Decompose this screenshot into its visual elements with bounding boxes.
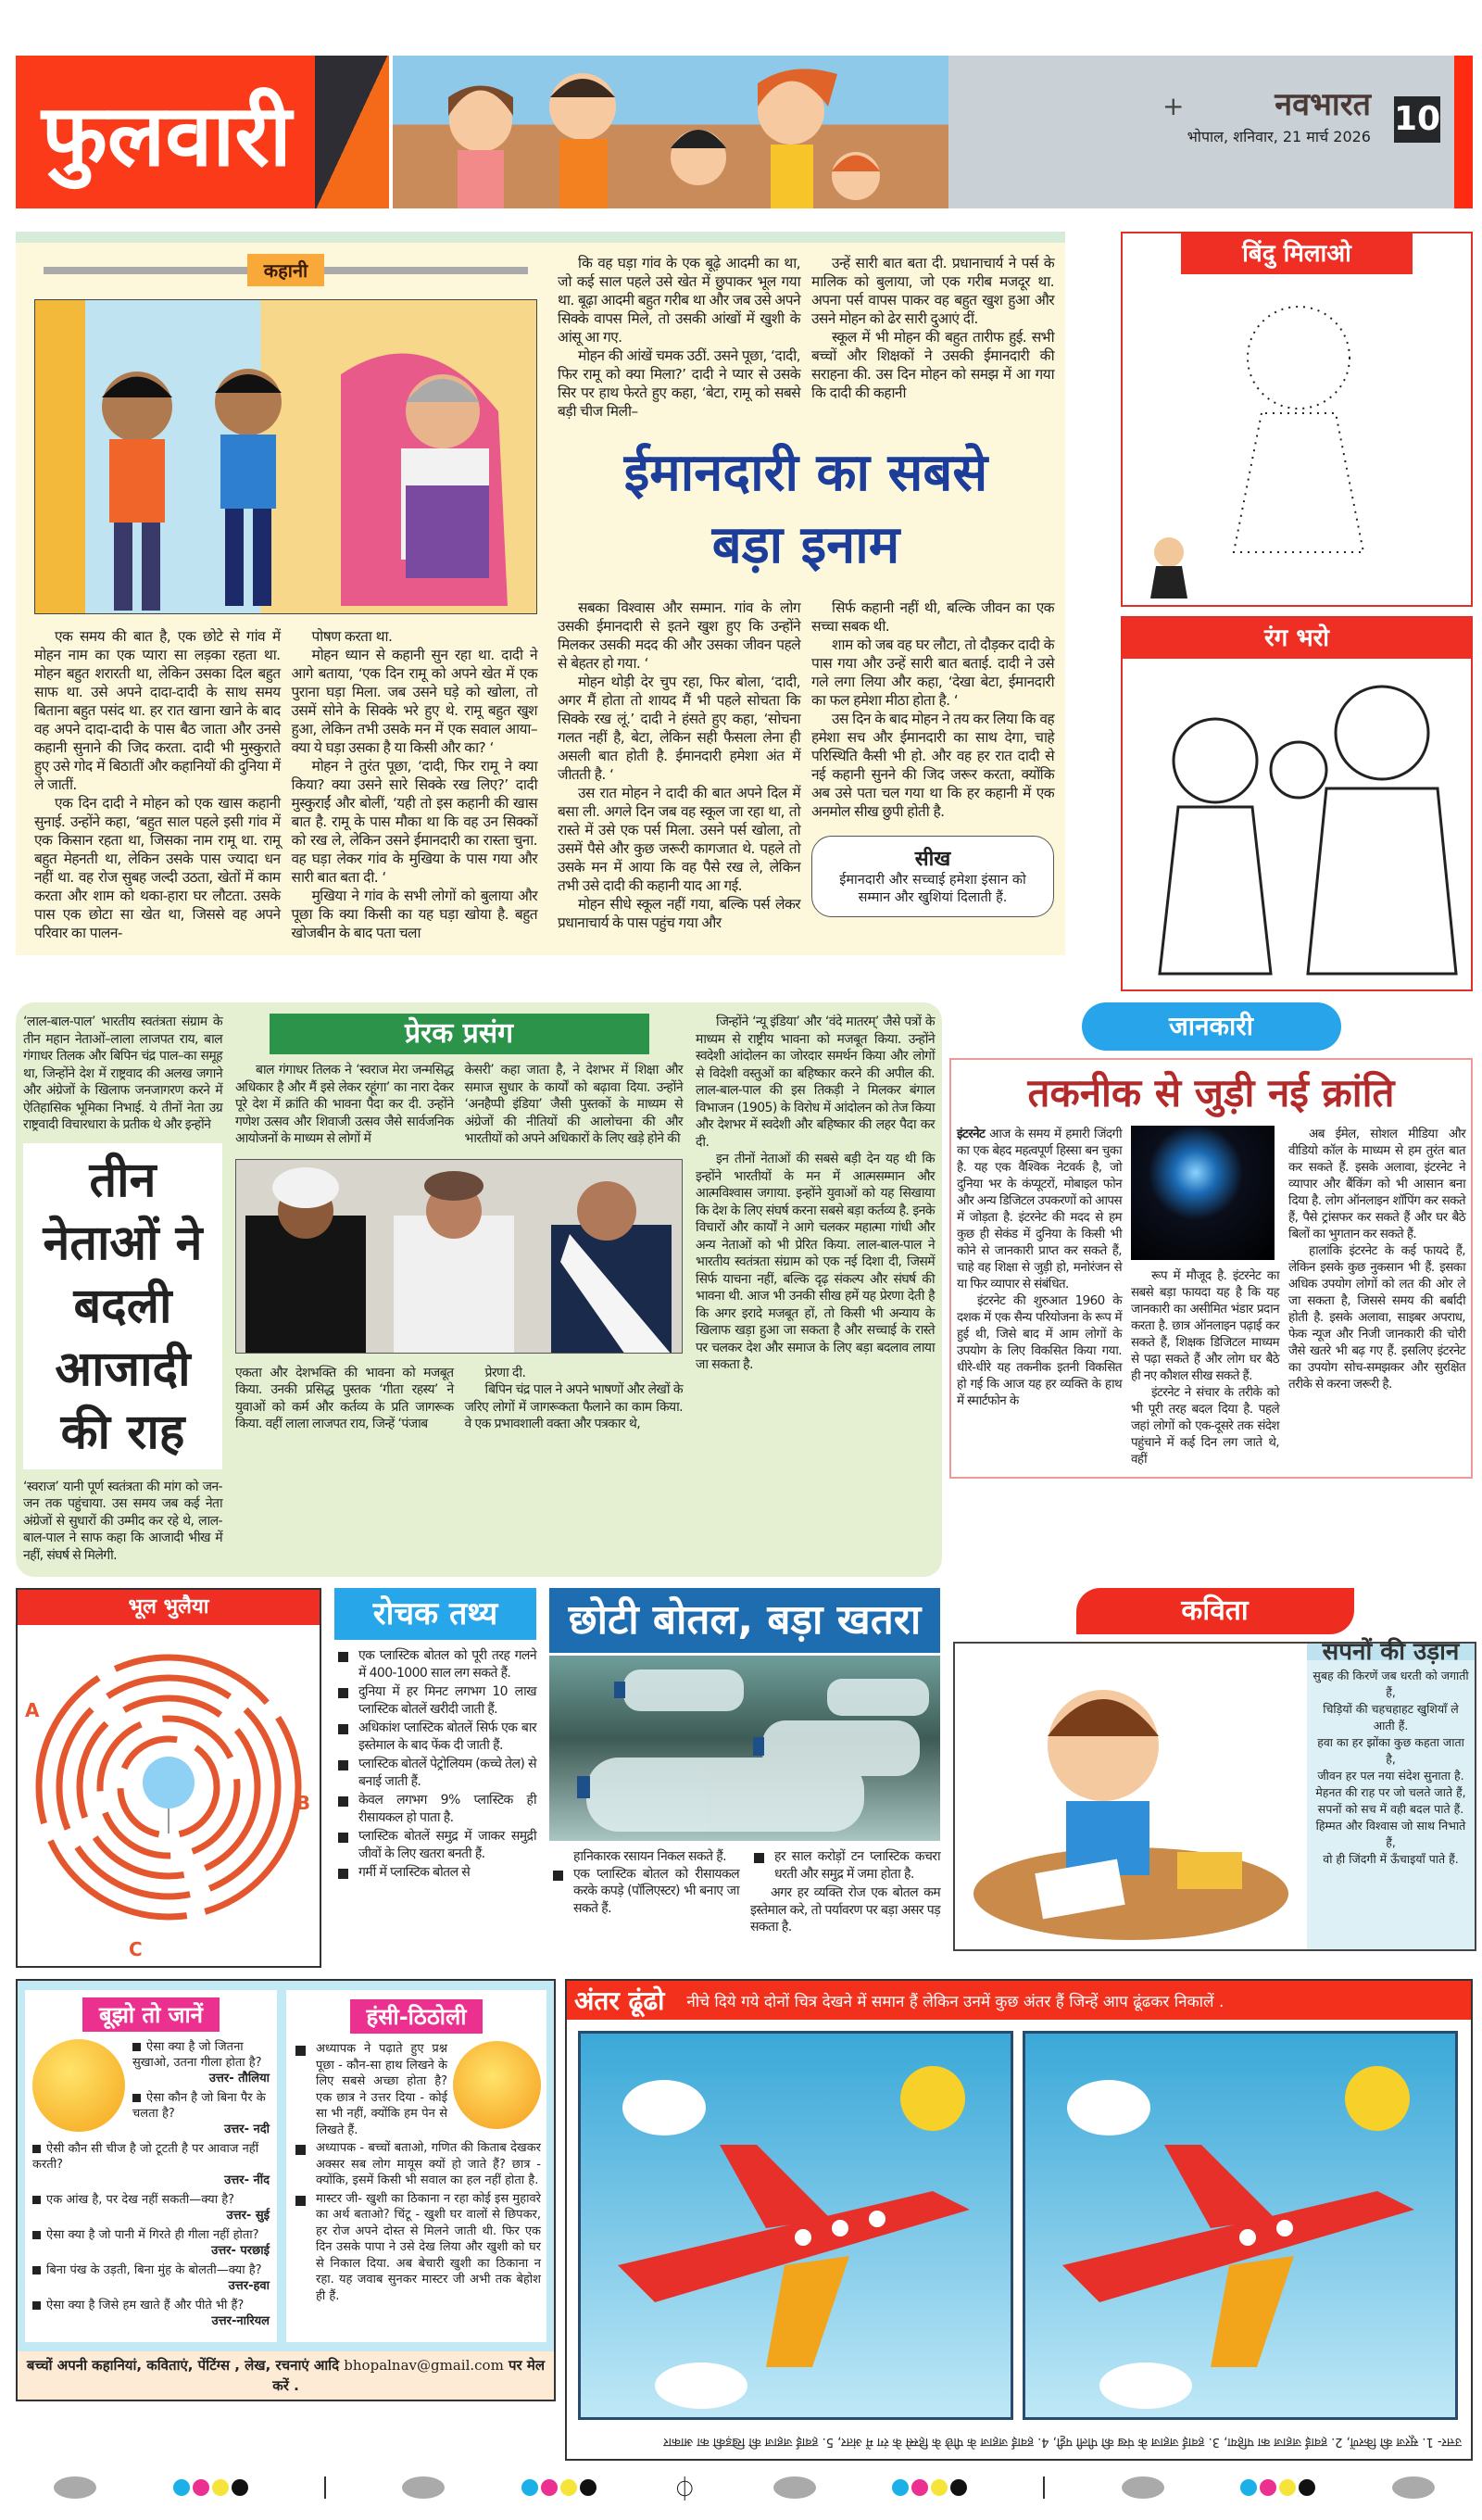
paragraph: प्लास्टिक बोतलें समुद्र में जाकर समुद्री जीवों के लिए खतरा बनती हैं. (334, 1828, 536, 1862)
story-tag-row (34, 254, 537, 286)
spot-difference-section (565, 1979, 1473, 2461)
story-column-2 (292, 627, 538, 942)
riddle-item (32, 2141, 270, 2188)
riddle-question: ऐसी कौन सी चीज है जो टूटती है पर आवाज नहीं करती? (32, 2142, 259, 2172)
riddle-answer: उत्तर- सुई (226, 2209, 270, 2223)
masthead (16, 56, 1473, 208)
riddle-answer: उत्तर-हवा (228, 2279, 270, 2293)
registration-mark-icon: + (1162, 91, 1185, 121)
jankari-col1-p2: इंटरनेट की शुरुआत 1960 के दशक में एक सैन्य परियोजना के रूप में हुई थी, जिसे बाद में आम लोगों के उपयोग के लिए विकसित किया गया. धीरे-धीरे यह तकनीक इतनी विकसित हो गई कि आज यह हर व्यक्ति के हाथ में स्मार्टफोन के (957, 1293, 1122, 1408)
page-number: 10 (1394, 96, 1440, 143)
spot-difference-answers: उत्तर- 1. सूरज की किरणें, 2. हवाई जहाज का पहिया, 3. हवाई जहाज के पंख की पीली पट्टी, 4. हवाई जहाज के पीछे के हिस्से के रंग में अंतर, 5. हवाई जहाज की खिड़की का आकार (663, 2435, 1462, 2449)
paragraph: केवल लगभग 9% प्लास्टिक ही रीसायकल हो पाता है. (334, 1792, 536, 1826)
winking-emoji-icon (32, 2039, 125, 2132)
submission-bar (18, 2351, 554, 2400)
riddle-item (32, 2262, 270, 2294)
coloring-title: रंग भरो (1123, 618, 1471, 659)
paragraph: दुनिया में हर मिनट लगभग 10 लाख प्लास्टिक बोतलें खरीदी जाती हैं. (334, 1683, 536, 1718)
paragraph: एक समय की बात है, एक छोटे से गांव में मोहन नाम का एक प्यारा सा लड़का रहता था. मोहन बहुत शरारती था, लेकिन उसका दिल बहुत साफ था. उसे अपने दादा-दादी के साथ समय बिताना बहुत पसंद था. हर रात खाना खाने के बाद वह अपने दादा-दादी के पास बैठ जाता और उनसे कहानी सुनाने की जिद करता. दादी भी मुस्कुराते हुए उसे गोद में बिठातीं और कहानियों की दुनिया में ले जातीं. (34, 628, 281, 793)
paragraph: जिन्होंने ‘न्यू इंडिया’ और ‘वंदे मातरम्’ जैसे पत्रों के माध्यम से राष्ट्रीय भावना को मजबूत किया. उन्होंने स्वदेशी आंदोलन का जोरदार समर्थन किया और लोगों से विदेशी वस्तुओं का बहिष्कार करने की अपील की. लाल-बाल-पाल की इस तिकड़ी ने मिलकर बंगाल विभाजन (1905) के विरोध में आंदोलन को तेज किया और देशभर में स्वदेशी और बहिष्कार की लहर पैदा कर दी. (696, 1014, 935, 1150)
bottle-col1-cont: हानिकारक रसायन निकल सकते हैं. (573, 1849, 726, 1864)
paragraph: एक प्लास्टिक बोतल को रीसायकल करके कपड़े (पॉलिएस्टर) भी बनाए जा सकते हैं. (549, 1866, 739, 1918)
paragraph: शाम को जब वह घर लौटा, तो दौड़कर दादी के पास गया और उन्हें सारी बात बताई. दादी ने उसे गले लगा लिया और कहा, ‘देखा बेटा, ईमानदारी का फल हमेशा मीठा होता है. ‘ (811, 636, 1054, 709)
kavita-wrap (953, 1588, 1476, 1951)
riddle-question: ऐसा क्या है जो पानी में गिरते ही गीला नहीं होता? (46, 2228, 259, 2242)
registration-mark-icon (1392, 2476, 1435, 2499)
story-section (16, 232, 1065, 955)
kids-illustration (393, 56, 948, 208)
lesson-box (811, 836, 1054, 917)
prerak-col3-top-text: केसरी’ कहा जाता है, ने देशभर में शिक्षा और समाज सुधार के कार्यों को बढ़ावा दिया. उन्होंने ‘अनहैप्पी इंडिया’ जैसी पुस्तकों के माध्यम से अंग्रेजों की नीतियों की आलोचना की और भारतीयों को अपने अधिकारों के लिए खड़े होने की (464, 1063, 683, 1146)
riddle-answer: उत्तर- परछाई (211, 2244, 270, 2258)
poem-line: हवा का हर झोंका कुछ कहता जाता है, (1317, 1735, 1464, 1766)
riddle-answer: उत्तर-नारियल (211, 2314, 270, 2328)
plastic-bottles-image (549, 1656, 940, 1841)
bottle-col1-facts (549, 1866, 739, 1918)
riddle-item (32, 2227, 270, 2259)
dot-to-dot-title: बिंदु मिलाओ (1181, 233, 1413, 274)
riddle-item (32, 2192, 270, 2224)
bottle-headline: छोटी बोतल, बड़ा खतरा (549, 1588, 940, 1653)
paragraph: इन तीनों नेताओं की सबसे बड़ी देन यह थी कि इन्होंने भारतीयों के मन में आत्मसम्मान और आत्मविश्वास जगाया. इन्होंने युवाओं को यह सिखाया कि देश के लिए संघर्ष करना सबसे बड़ा कर्तव्य है. इनके विचारों और कार्यों ने आगे चलकर महात्मा गांधी और अन्य नेताओं को भी प्रेरित किया. लाल-बाल-पाल ने भारतीय स्वतंत्रता संग्राम को एक नई दिशा दी, जिसमें सिर्फ याचना नहीं, बल्कि दृढ़ संकल्प और संघर्ष की भावना थी. आज भी उनकी सीख हमें यह प्रेरणा देती है कि अगर इरादे मजबूत हों, तो किसी भी अन्याय के खिलाफ खड़ा हुआ जा सकता है और सच्चाई के रास्ते पर चलकर देश और समाज के लिए बड़ा बदलाव लाया जा सकता है. (696, 1152, 935, 1372)
bullet-icon (32, 2145, 41, 2153)
maze-label-a: A (25, 1699, 40, 1721)
riddles-header (32, 1997, 270, 2032)
paragraph: कि वह घड़ा गांव के एक बूढ़े आदमी का था, जो कई साल पहले उसे खेत में छुपाकर भूल गया था. बूढ़ा आदमी बहुत गरीब था और जब उसे अपने सिक्के वापस मिले, तो उसकी आंखों में खुशी के आंसू आ गए. (558, 255, 800, 346)
paragraph: हर साल करोड़ों टन प्लास्टिक कचरा धरती और समुद्र में जमा होता है. (750, 1848, 940, 1883)
paragraph: मुखिया ने गांव के सभी लोगों को बुलाया और पूछा कि क्या किसी का यह घड़ा खोया है. बहुत खोजबीन के बाद पता चला (291, 888, 537, 941)
joke: मास्टर जी- खुशी का ठिकाना न रहा कोई इस मुहावरे का अर्थ बताओ? चिंटू - खुशी घर वालों से छिपकर, हर रोज अपने दोस्त से मिलने जाती थी. फिर एक दिन उसके पापा ने उसे देख लिया और खुशी को घर से निकाल दिया. अब बेचारी खुशी का ठिकाना न रहा. यह जवाब सुनकर मास्टर जी अभी तक बेहोश ही हैं. (292, 2191, 541, 2305)
rochak-title: रोचक तथ्य (334, 1588, 536, 1640)
paragraph: स्कूल में भी मोहन की बहुत तारीफ हुई. सभी बच्चों और शिक्षकों ने उसकी ईमानदारी की सराहना की. उस दिन मोहन को समझ में आ गया कि दादी की कहानी (811, 329, 1054, 401)
jankari-title: जानकारी (1082, 1002, 1341, 1051)
bottle-column-2 (750, 1848, 940, 1936)
riddle-answer: उत्तर- तौलिया (208, 2072, 270, 2085)
jankari-columns (957, 1126, 1465, 1468)
boy-writing-icon (955, 1644, 1307, 1949)
bottles-icon (549, 1656, 940, 1841)
story-headline-line-1: ईमानदारी का सबसे (623, 443, 988, 503)
middle-row (16, 1002, 1473, 1577)
submission-text-after: पर मेल करें . (272, 2357, 546, 2394)
story-row (16, 232, 1473, 991)
story-illustration (34, 299, 537, 614)
airplane-icon (1025, 2034, 1455, 2417)
spot-difference-header (567, 1981, 1471, 2020)
story-column-3-top (558, 254, 800, 421)
spot-picture-right[interactable] (1023, 2031, 1458, 2420)
internet-globe-image (1131, 1126, 1275, 1260)
bullet-icon (132, 2043, 141, 2051)
jankari-section (949, 1058, 1473, 1479)
leaders-photo (235, 1159, 683, 1354)
rochak-facts-list (334, 1647, 536, 1882)
poem-line: सपनों को सच में वही बदल पाते हैं. (1317, 1802, 1464, 1816)
kavita-section (953, 1638, 1476, 1951)
poem-line: वो ही जिंदगी में ऊँचाइयाँ पाते हैं. (1323, 1852, 1459, 1866)
rochak-section (334, 1588, 536, 1884)
joke: अध्यापक - बच्चों बताओ, गणित की किताब देखकर अक्सर सब लोग मायूस क्यों हो जाते हैं? छात्र - क्योंकि, इसमें किसी भी सवाल का हल नहीं होता है. (292, 2140, 541, 2189)
registration-mark-icon (54, 2476, 96, 2499)
cmyk-dots-icon (1240, 2479, 1315, 2496)
riddle-question: ऐसा क्या है जिसे हम खाते हैं और पीते भी हैं? (46, 2299, 245, 2312)
bottle-closing: अगर हर व्यक्ति रोज एक बोतल कम इस्तेमाल करे, तो पर्यावरण पर बड़ा असर पड़ सकता है. (750, 1885, 940, 1934)
crosshair-mark-icon: ⏀ (672, 2476, 697, 2504)
jankari-column-2 (1131, 1267, 1279, 1468)
crop-mark-icon (1043, 2476, 1045, 2499)
masthead-decoration (315, 56, 389, 208)
paragraph: अब ईमेल, सोशल मीडिया और वीडियो कॉल के माध्यम से हम तुरंत बात कर सकते हैं. इसके अलावा, इंटरनेट ने व्यापार और बैंकिंग को भी आसान बना दिया है. लोग ऑनलाइन शॉपिंग कर सकते हैं, पैसे ट्रांसफर कर सकते हैं और घर बैठे बिलों का भुगतान कर सकते हैं. (1288, 1127, 1465, 1241)
cmyk-dots-icon (173, 2479, 248, 2496)
poem-line: चिड़ियों की चहचहाहट खुशियाँ ले आती हैं. (1323, 1702, 1459, 1732)
jankari-column-1 (957, 1126, 1122, 1409)
prerak-column-3-bottom (465, 1365, 684, 1433)
prerak-column-3-top (465, 1062, 684, 1148)
story-column-4-bottom (811, 598, 1054, 821)
prerak-intro-text: ‘लाल-बाल-पाल’ भारतीय स्वतंत्रता संग्राम के तीन महान नेताओं–लाला लाजपत राय, बाल गंगाधर तिलक और बिपिन चंद्र पाल–का समूह था, जिन्होंने देश में राष्ट्रवाद की अलख जगाने और अंग्रेजों के खिलाफ जनजागरण करने में ऐतिहासिक भूमिका निभाई. ये तीनों नेता उग्र राष्ट्रवादी विचारधारा के प्रतीक थे और इन्होंने (23, 1014, 222, 1132)
cmyk-dots-icon (892, 2479, 967, 2496)
masthead-stripe (1454, 56, 1473, 208)
registration-mark-icon (773, 2476, 816, 2499)
riddle-answer: उत्तर- नींद (224, 2174, 270, 2187)
joke: अध्यापक ने पढ़ाते हुए प्रश्न पूछा - कौन-सा हाथ लिखने के लिए सबसे अच्छा होता है? एक छात्र ने उत्तर दिया - कोई सा भी नहीं, क्योंकि हम पेन से लिखते हैं. (292, 2041, 541, 2138)
prerak-col2-top-text: बाल गंगाधर तिलक ने ‘स्वराज मेरा जन्मसिद्ध अधिकार है और मैं इसे लेकर रहूंगा’ का नारा देकर पूरे देश में क्रांति की भावना पैदा कर दी. उन्होंने गणेश उत्सव और शिवाजी उत्सव जैसे सार्वजनिक आयोजनों के माध्यम से लोगों में (235, 1063, 454, 1146)
prerak-col2-bottom-text: एकता और देशभक्ति की भावना को मजबूत किया. उनकी प्रसिद्ध पुस्तक ‘गीता रहस्य’ ने युवाओं को कर्म और कर्तव्य के प्रति जागरूक किया. वहीं लाला लाजपत राय, जिन्हें ‘पंजाब (235, 1365, 454, 1431)
jokes-header (292, 1999, 541, 2034)
newspaper-name: नवभारत (1275, 86, 1371, 123)
prerak-intro (23, 1014, 222, 1134)
jokes-panel (286, 1990, 546, 2342)
spot-pictures (567, 2020, 1471, 2427)
paragraph: बिपिन चंद्र पाल ने अपने भाषणों और लेखों के जरिए लोगों में जागरूकता फैलाने का काम किया. वे एक प्रभावशाली वक्ता और पत्रकार थे, (464, 1382, 683, 1431)
fun-panels (18, 1981, 554, 2351)
maze-box (16, 1588, 321, 1968)
prerak-column-1 (23, 1014, 222, 1564)
prerak-intro-continued (23, 1479, 222, 1565)
registration-mark-icon (402, 2476, 445, 2499)
bottle-column-1 (549, 1848, 739, 1919)
story-headline-line-2: बड़ा इनाम (711, 515, 900, 575)
paragraph: इंटरनेट ने संचार के तरीके को भी पूरी तरह बदल दिया है. पहले जहां लोगों को एक-दूसरे तक संदेश पहुंचाने में कई दिन लग जाते थे, वहीं (1131, 1385, 1279, 1467)
prerak-column-2-top (235, 1062, 454, 1148)
riddles-title: बूझो तो जानें (82, 1997, 220, 2032)
dateline: भोपाल, शनिवार, 21 मार्च 2026 (1187, 128, 1371, 145)
bottom-row (16, 1979, 1473, 2461)
riddle-question: ऐसा क्या है जो जितना सुखाओ, उतना गीला होता है? (132, 2040, 262, 2070)
bullet-icon (32, 2266, 41, 2274)
masthead-info-panel (948, 56, 1454, 208)
paragraph: उस रात मोहन ने दादी की बात अपने दिल में बसा ली. अगले दिन जब वह स्कूल जा रहा था, तो रास्ते में उसे एक पर्स मिला. उसने पर्स खोला, तो उसमें पैसे और कुछ जरूरी कागजात थे. पहले तो उसके मन में आया कि वह पैसे रख ले, लेकिन तभी उसे दादी की कहानी याद आ गई. (558, 785, 800, 894)
bullet-icon (32, 2231, 41, 2239)
poem-lines (1311, 1668, 1471, 1868)
prerak-title: प्रेरक प्रसंग (270, 1014, 649, 1054)
dot-to-dot-girl-icon (1123, 274, 1471, 603)
poem (1307, 1638, 1475, 1949)
paragraph: मोहन सीधे स्कूल नहीं गया, बल्कि पर्स लेकर प्रधानाचार्य के पास पहुंच गया और (558, 896, 800, 931)
kids-cartoon-icon (393, 56, 948, 208)
maze-label-b: B (295, 1792, 310, 1814)
prerak-headline: तीन नेताओं ने बदली आजादी की राह (23, 1143, 222, 1469)
poem-line: हिम्मत और विश्वास जो साथ निभाते हैं, (1315, 1819, 1466, 1849)
jankari-wrap (949, 1002, 1473, 1479)
fun-box (16, 1979, 556, 2401)
maze-title: भूल भुलैया (18, 1590, 320, 1625)
prerak-column-4 (696, 1014, 935, 1374)
lesson-title: सीख (914, 848, 951, 871)
riddles-panel (25, 1990, 277, 2342)
bottle-col2-facts (750, 1848, 940, 1883)
spot-picture-left[interactable] (578, 2031, 1013, 2420)
jankari-headline: तकनीक से जुड़ी नई क्रांति (1027, 1070, 1395, 1115)
poem-line: जीवन हर पल नया संदेश सुनाता है. (1317, 1769, 1464, 1783)
paragraph: अधिकांश प्लास्टिक बोतलें सिर्फ एक बार इस्तेमाल के बाद फेंक दी जाती हैं. (334, 1720, 536, 1754)
features-row (16, 1588, 1473, 1968)
bullet-icon (32, 2301, 41, 2310)
paragraph: मोहन ने तुरंत पूछा, ‘दादी, फिर रामू ने क्या किया? क्या उसने सारे सिक्के रख लिए?’ दादी मुस्कुराईं और बोलीं, ‘यही तो इस कहानी की खास बात है. रामू के पास मौका था कि वह उन सिक्कों को रख ले, लेकिन उसने ईमानदारी का रास्ता चुना. वह घड़ा लेकर गांव के मुखिया के पास गया और सारी बात बता दी. ‘ (291, 758, 537, 886)
crop-mark-icon (324, 2476, 326, 2499)
poem-line: मेहनत की राह पर जो चलते जाते हैं, (1315, 1785, 1466, 1799)
story-headline (558, 437, 1054, 582)
paragraph: प्रेरणा दी. (484, 1365, 526, 1380)
paragraph: पोषण करता था. (311, 628, 393, 645)
maze-icon[interactable] (18, 1625, 320, 1966)
paragraph: मोहन की आंखें चमक उठीं. उसने पूछा, ‘दादी, फिर रामू को क्या मिला?’ दादी ने प्यार से उसके सिर पर हाथ फेरते हुए कहा, ‘बेटा, रामू को सबसे बड़ी चीज मिली– (558, 347, 800, 420)
paragraph: मोहन थोड़ी देर चुप रहा, फिर बोला, ‘दादी, अगर मैं होता तो शायद मैं भी पहले सोचता कि सिक्के रख लूं.’ दादी ने हंसते हुए कहा, ‘सोचना गलत नहीं है, बेटा, लेकिन सही फैसला लेना ही असली बात होती है. ईमानदारी हमेशा अंत में जीतती है. ‘ (558, 674, 800, 783)
lesson-text: ईमानदारी और सच्चाई हमेशा इंसान को सम्मान और खुशियां दिलाती हैं. (839, 873, 1026, 905)
poem-line: सुबह की किरणें जब धरती को जगाती हैं, (1312, 1669, 1469, 1699)
paragraph: एक दिन दादी ने मोहन को एक खास कहानी सुनाई. उन्होंने कहा, ‘बहुत साल पहले इसी गांव में एक किसान रहता था, जिसका नाम रामू था. रामू बहुत मेहनती था, लेकिन उसके पास ज्यादा धन नहीं था. वह रोज सुबह जल्दी उठता, खेतों में काम करता और शाम को थका-हारा घर लौटता. उसके पास एक छोटा सा खेत था, जिससे वह अपने परिवार का पालन- (34, 795, 281, 941)
print-marks (16, 2474, 1473, 2504)
prerak-middle (235, 1014, 683, 1433)
poem-title: सपनों की उड़ान (1307, 1644, 1475, 1660)
paragraph: सबका विश्वास और सम्मान. गांव के लोग उसकी ईमानदारी से इतने खुश हुए कि उन्होंने मिलकर उसकी मदद की और उसका जीवन पहले से बेहतर हो गया. ‘ (558, 599, 800, 672)
story-column-4-bottom-wrap (811, 598, 1054, 917)
riddle-item (32, 2298, 270, 2329)
story-tag: कहानी (247, 254, 324, 286)
coloring-box (1121, 616, 1473, 991)
paragraph: गर्मी में प्लास्टिक बोतल से (334, 1864, 536, 1882)
jokes-title: हंसी-ठिठोली (350, 1999, 484, 2034)
jankari-column-3 (1288, 1126, 1465, 1392)
spot-difference-instruction: नीचे दिये गये दोनों चित्र देखने में समान हैं लेकिन उनमें कुछ अंतर हैं जिन्हें आप ढूंढकर निकालें . (686, 1992, 1225, 2011)
airplane-icon (581, 2034, 1011, 2417)
prerak-intro-cont-text: ‘स्वराज’ यानी पूर्ण स्वतंत्रता की मांग को जन-जन तक पहुंचाया. उस समय जब कई नेता अंग्रेजों से सुधारों की उम्मीद कर रहे थे, लाल-बाल-पाल ने साफ कहा कि आजादी भीख में नहीं, संघर्ष से मिलेगी. (23, 1479, 222, 1563)
maze-label-c: C (129, 1938, 143, 1960)
dot-to-dot-box (1121, 232, 1473, 607)
story-right (558, 254, 1054, 932)
paragraph: रूप में मौजूद है. इंटरनेट का सबसे बड़ा फायदा यह है कि यह जानकारी का असीमित भंडार प्रदान करता है. छात्र ऑनलाइन पढ़ाई कर सकते हैं, शिक्षक डिजिटल माध्यम से पढ़ा सकते हैं और लोग घर बैठे ही नए कौशल सीख सकते हैं. (1131, 1268, 1279, 1383)
paragraph: एक प्लास्टिक बोतल को पूरी तरह गलने में 400-1000 साल लग सकते हैं. (334, 1647, 536, 1682)
paragraph: प्लास्टिक बोतलें पेट्रोलियम (कच्चे तेल) से बनाई जाती हैं. (334, 1756, 536, 1790)
right-puzzles (1121, 232, 1473, 991)
riddle-question: बिना पंख के उड़ती, बिना मुंह के बोलती—क्या है? (46, 2263, 262, 2277)
prerak-column-2-bottom (235, 1365, 454, 1433)
submission-email[interactable]: bhopalnav@gmail.com (344, 2357, 504, 2374)
bullet-icon (32, 2196, 41, 2204)
story-column-4-top (811, 254, 1054, 402)
story-left (34, 254, 537, 942)
riddle-question: ऐसा कौन है जो बिना पैर के चलता है? (132, 2091, 266, 2121)
paragraph: हालांकि इंटरनेट के कई फायदे हैं, लेकिन इसके कुछ नुकसान भी हैं. इसका अधिक उपयोग लोगों को लत की ओर ले जा सकता है, जिससे समय की बर्बादी होती है. इसके अलावा, साइबर अपराध, फेक न्यूज और निजी जानकारी की चोरी जैसे खतरे भी बढ़ गए हैं. इसलिए इंटरनेट का उपयोग सोच-समझकर और सुरक्षित तरीके से करना जरूरी है. (1288, 1243, 1465, 1392)
jankari-column-2-wrap (1131, 1126, 1279, 1468)
three-leaders-icon (236, 1160, 682, 1353)
jankari-col1-p1: आज के समय में हमारी जिंदगी का एक बेहद महत्वपूर्ण हिस्सा बन चुका है. यह एक वैश्विक नेटवर्क है, जो दुनिया भर के कंप्यूटरों, मोबाइल फोन और अन्य डिजिटल उपकरणों को आपस में जोड़ता है. इंटरनेट की मदद से हम कुछ ही सेकंड में दुनिया के किसी भी कोने से जानकारी प्राप्त कर सकते हैं, चाहे वह शिक्षा से जुड़ी हो, मनोरंजन से या फिर व्यापार से संबंधित. (957, 1127, 1122, 1292)
paragraph: उस दिन के बाद मोहन ने तय कर लिया कि वह हमेशा सच और ईमानदारी का साथ देगा, चाहे परिस्थिति कैसी भी हो. और वह हर रात दादी से नई कहानी सुनने की जिद जरूर करता, क्योंकि अब उसे पता चल गया था कि हर कहानी में एक अनमोल सीख छुपी होती है. (811, 711, 1054, 820)
story-column-3-bottom (558, 598, 800, 932)
jokes-list (292, 2041, 541, 2304)
paragraph: उन्हें सारी बात बता दी. प्रधानाचार्य ने पर्स के मालिक को बुलाया, जो एक गरीब मजदूर था. अपना पर्स वापस पाकर वह बहुत खुश हुआ और उसने मोहन को ढेर सारी दुआएं दीं. (811, 255, 1054, 327)
bottle-section (549, 1588, 940, 1936)
paragraph: मोहन ध्यान से कहानी सुन रहा था. दादी ने आगे बताया, ‘एक दिन रामू को अपने खेत में एक पुराना घड़ा मिला. जब उसने घड़े को खोला, तो उसमें सोने के सिक्के भरे हुए थे. रामू बहुत खुश हुआ, लेकिन तभी उसके मन में एक सवाल आया–क्या ये घड़ा उसका है या किसी और का? ‘ (291, 647, 537, 756)
riddle-question: एक आंख है, पर देख नहीं सकती—क्या है? (46, 2193, 234, 2207)
coloring-grandparent-child-icon (1123, 659, 1471, 988)
section-title: फुलवारी (16, 56, 321, 208)
divider (324, 267, 528, 274)
jankari-lead-word: इंटरनेट (957, 1127, 986, 1141)
spot-difference-title: अंतर ढूंढो (574, 1985, 665, 2016)
cmyk-dots-icon (521, 2479, 597, 2496)
prerak-section (16, 1002, 942, 1577)
story-column-1 (34, 627, 281, 942)
divider (44, 267, 247, 274)
registration-mark-icon (1122, 2476, 1164, 2499)
paragraph: सिर्फ कहानी नहीं थी, बल्कि जीवन का एक सच्चा सबक थी. (811, 599, 1054, 635)
grandmother-children-icon (35, 300, 537, 614)
kavita-title: कविता (1076, 1588, 1354, 1634)
riddle-answer: उत्तर- नदी (224, 2123, 270, 2136)
submission-text: बच्चों अपनी कहानियां, कविताएं, पेंटिंग्स , लेख, रचनाएं आदि (26, 2357, 340, 2374)
bullet-icon (132, 2094, 141, 2102)
